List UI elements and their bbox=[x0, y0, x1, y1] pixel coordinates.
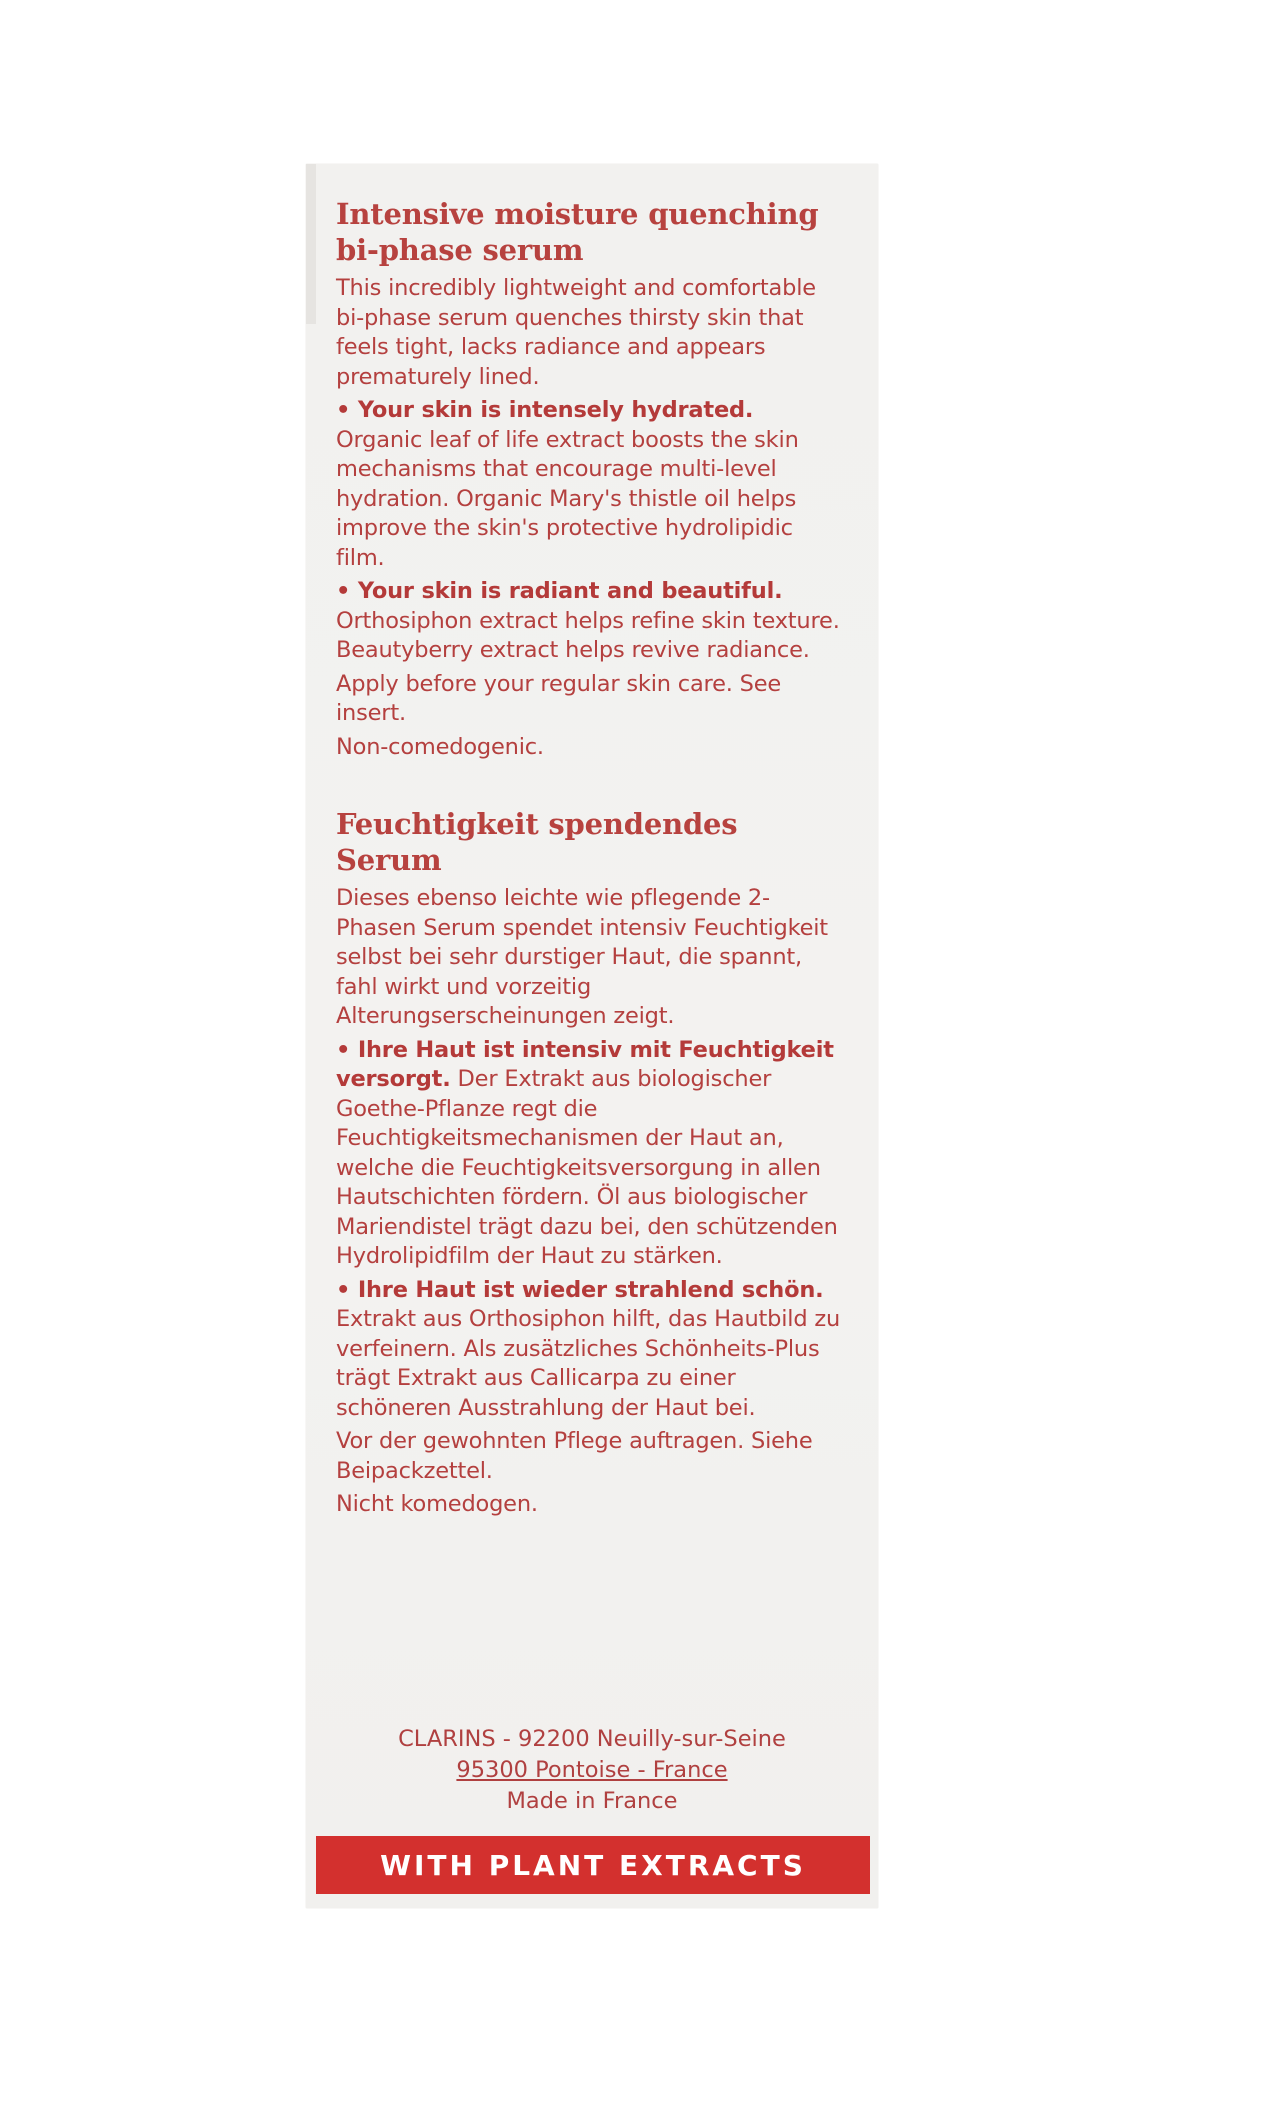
german-benefit-1-text: Der Extrakt aus biologischer Goethe-Pflanze regt die Feuchtigkeitsmechanismen der Haut an, welche die Feuchtigkeitsversorgung in allen Hautschichten fördern. Öl aus biologischer Mariendistel trägt dazu bei, den schützenden Hydrolipidfilm der Haut zu stärken. bbox=[336, 1066, 838, 1269]
german-note: Nicht komedogen. bbox=[336, 1491, 538, 1517]
address-line-1: CLARINS - 92200 Neuilly-sur-Seine bbox=[398, 1726, 786, 1752]
plant-extracts-label: WITH PLANT EXTRACTS bbox=[380, 1848, 806, 1882]
german-benefit-2-text: Extrakt aus Orthosiphon hilft, das Hautbild zu verfeinern. Als zusätzliches Schönheits-Plus trägt Extrakt aus Callicarpa zu einer schöneren Ausstrahlung der Haut bei. bbox=[336, 1306, 841, 1421]
manufacturer-address bbox=[306, 1724, 878, 1817]
english-benefit-1-title: • Your skin is intensely hydrated. bbox=[336, 397, 754, 423]
english-benefit-2-title: • Your skin is radiant and beautiful. bbox=[336, 578, 783, 604]
english-intro: This incredibly lightweight and comfortable bi-phase serum quenches thirsty skin that feels tight, lacks radiance and appears prematurely lined. bbox=[336, 275, 816, 390]
english-usage: Apply before your regular skin care. See insert. bbox=[336, 670, 782, 726]
section-spacer bbox=[336, 766, 846, 806]
english-benefit-1 bbox=[336, 396, 846, 573]
address-line-2: 95300 Pontoise - France bbox=[456, 1757, 728, 1783]
german-benefit-1-title: • Ihre Haut ist intensiv mit Feuchtigkeit versorgt. bbox=[336, 1036, 834, 1092]
german-heading: Feuchtigkeit spendendes Serum bbox=[336, 807, 738, 877]
english-benefit-1-text: Organic leaf of life extract boosts the skin mechanisms that encourage multi-level hydration. Organic Mary's thistle oil helps improve the skin's protective hydrolipidic film. bbox=[336, 426, 799, 571]
english-note: Non-comedogenic. bbox=[336, 733, 544, 760]
english-benefit-2 bbox=[336, 577, 846, 666]
german-intro: Dieses ebenso leichte wie pflegende 2-Phasen Serum spendet intensiv Feuchtigkeit selbst bei sehr durstiger Haut, die spannt, fahl wirkt und vorzeitig Alterungserscheinungen zeigt. bbox=[336, 885, 828, 1029]
german-benefit-1 bbox=[336, 1036, 846, 1272]
german-usage: Vor der gewohnten Pflege auftragen. Siehe Beipackzettel. bbox=[336, 1428, 813, 1484]
made-in-label: Made in France bbox=[506, 1788, 678, 1814]
english-benefit-2-text: Orthosiphon extract helps refine skin texture. Beautyberry extract helps revive radiance. bbox=[336, 607, 840, 663]
product-text-panel bbox=[336, 196, 846, 1524]
german-benefit-2-title: • Ihre Haut ist wieder strahlend schön. bbox=[336, 1276, 824, 1303]
plant-extracts-band bbox=[316, 1836, 870, 1894]
box-flap-edge bbox=[306, 164, 316, 324]
english-heading: Intensive moisture quenching bi-phase serum bbox=[336, 197, 819, 267]
german-benefit-2 bbox=[336, 1276, 846, 1424]
